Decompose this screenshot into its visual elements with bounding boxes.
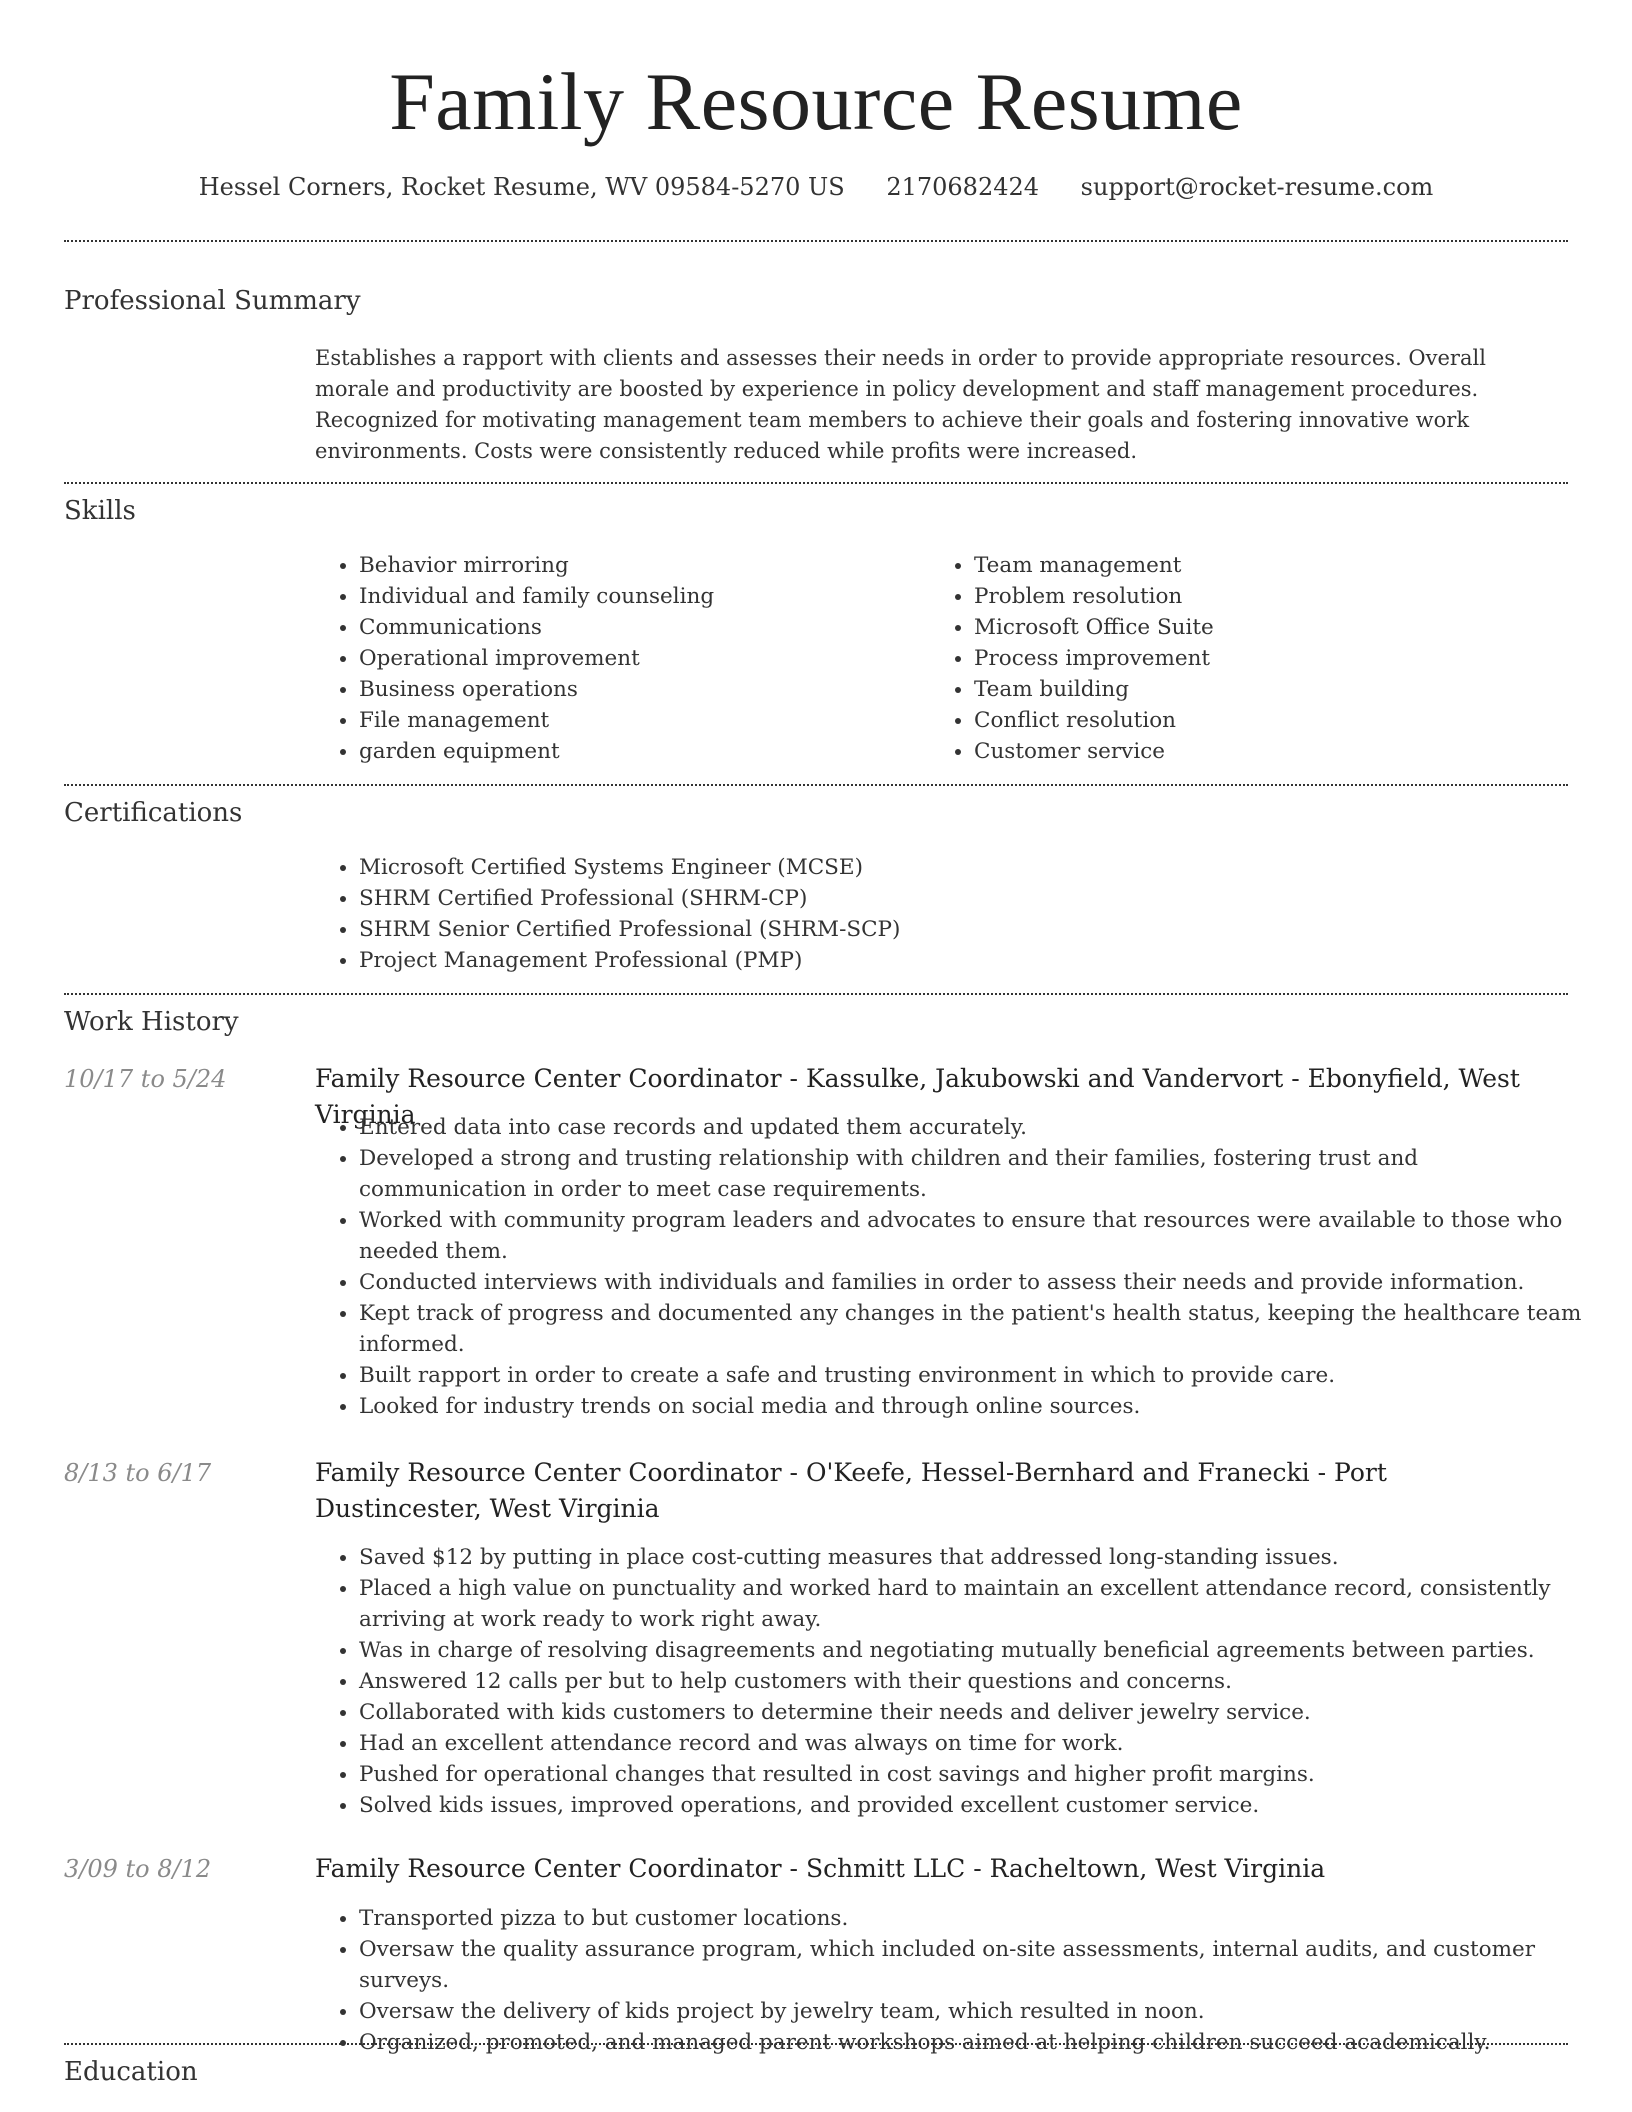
summary-text: Establishes a rapport with clients and assesses their needs in order to provide appropriate resources. Overall morale and productivity are boosted by experience in policy development and staff management procedures. Recognized for motivating management team members to achieve their goals and fostering innovative work environments. Costs were consistently reduced while profits were increased. <box>315 346 1486 463</box>
certification-item: • SHRM Senior Certified Professional (SHRM-SCP) <box>359 914 1559 945</box>
contact-email: support@rocket-resume.com <box>1080 173 1434 201</box>
job-bullets <box>315 1542 1589 1821</box>
job-bullet: • Collaborated with kids customers to determine their needs and deliver jewelry service. <box>359 1697 1589 1728</box>
job-title: Family Resource Center Coordinator - Kassulke, Jakubowski and Vandervort - Ebonyfield, West Virginia <box>315 1064 1520 1129</box>
section-divider <box>64 482 1568 484</box>
job-bullet: • Developed a strong and trusting relationship with children and their families, fostering trust and communication in order to meet case requirements. <box>359 1143 1589 1205</box>
certification-item: • Project Management Professional (PMP) <box>359 945 1559 976</box>
certifications-heading: Certifications <box>64 798 243 828</box>
skill-item: • Microsoft Office Suite <box>974 612 1534 643</box>
job-bullet: • Answered 12 calls per but to help customers with their questions and concerns. <box>359 1666 1589 1697</box>
job-title: Family Resource Center Coordinator - O'Keefe, Hessel-Bernhard and Franecki - Port Dustincester, West Virginia <box>315 1458 1387 1523</box>
skill-item: • Conflict resolution <box>974 705 1534 736</box>
job-bullet: • Built rapport in order to create a safe and trusting environment in which to provide care. <box>359 1360 1589 1391</box>
skill-item: • Problem resolution <box>974 581 1534 612</box>
skill-item: • File management <box>359 705 919 736</box>
contact-phone: 2170682424 <box>886 173 1040 201</box>
skill-item: • Team management <box>974 550 1534 581</box>
skill-item: • Process improvement <box>974 643 1534 674</box>
job-bullet: • Looked for industry trends on social media and through online sources. <box>359 1391 1589 1422</box>
resume-title: Family Resource Resume <box>389 56 1243 147</box>
job-bullet: • Organized, promoted, and managed parent workshops aimed at helping children succeed academically. <box>359 2027 1589 2058</box>
skill-item: • Customer service <box>974 736 1534 767</box>
job-bullets <box>315 1903 1589 2058</box>
job-bullet: • Transported pizza to but customer locations. <box>359 1903 1589 1934</box>
skill-item: • Operational improvement <box>359 643 919 674</box>
job-bullet: • Was in charge of resolving disagreements and negotiating mutually beneficial agreements between parties. <box>359 1635 1589 1666</box>
education-heading: Education <box>64 2057 198 2087</box>
job-bullet: • Placed a high value on punctuality and worked hard to maintain an excellent attendance record, consistently arriving at work ready to work right away. <box>359 1573 1589 1635</box>
certification-item: • SHRM Certified Professional (SHRM-CP) <box>359 883 1559 914</box>
contact-line <box>0 170 1632 204</box>
skill-item: • Team building <box>974 674 1534 705</box>
work-history-heading: Work History <box>64 1007 239 1037</box>
job-bullet: • Kept track of progress and documented any changes in the patient's health status, keeping the healthcare team informed. <box>359 1298 1589 1360</box>
job-bullet: • Oversaw the delivery of kids project by jewelry team, which resulted in noon. <box>359 1996 1589 2027</box>
certifications-list <box>315 852 1559 976</box>
skills-list-left <box>315 550 919 767</box>
job-bullet: • Oversaw the quality assurance program, which included on-site assessments, internal audits, and customer surveys. <box>359 1934 1589 1996</box>
job-title: Family Resource Center Coordinator - Schmitt LLC - Racheltown, West Virginia <box>315 1854 1326 1883</box>
skill-item: • Individual and family counseling <box>359 581 919 612</box>
job-dates: 3/09 to 8/12 <box>64 1855 212 1883</box>
section-divider <box>64 993 1568 995</box>
skill-item: • Behavior mirroring <box>359 550 919 581</box>
skills-heading: Skills <box>64 496 136 526</box>
job-bullet: • Saved $12 by putting in place cost-cutting measures that addressed long-standing issues. <box>359 1542 1589 1573</box>
job-bullets <box>315 1112 1589 1422</box>
job-dates: 8/13 to 6/17 <box>64 1459 212 1487</box>
section-divider <box>64 2043 1568 2045</box>
section-divider <box>64 784 1568 786</box>
certification-item: • Microsoft Certified Systems Engineer (MCSE) <box>359 852 1559 883</box>
section-divider <box>64 240 1568 242</box>
skill-item: • Business operations <box>359 674 919 705</box>
skill-item: • garden equipment <box>359 736 919 767</box>
job-bullet: • Had an excellent attendance record and was always on time for work. <box>359 1728 1589 1759</box>
job-dates: 10/17 to 5/24 <box>64 1065 227 1093</box>
job-bullet: • Entered data into case records and updated them accurately. <box>359 1112 1589 1143</box>
job-bullet: • Solved kids issues, improved operations, and provided excellent customer service. <box>359 1790 1589 1821</box>
job-bullet: • Pushed for operational changes that resulted in cost savings and higher profit margins. <box>359 1759 1589 1790</box>
contact-address: Hessel Corners, Rocket Resume, WV 09584-5270 US <box>198 173 845 201</box>
summary-heading: Professional Summary <box>64 286 361 316</box>
skills-list-right <box>930 550 1534 767</box>
job-bullet: • Conducted interviews with individuals and families in order to assess their needs and provide information. <box>359 1267 1589 1298</box>
job-bullet: • Worked with community program leaders and advocates to ensure that resources were available to those who needed them. <box>359 1205 1589 1267</box>
skill-item: • Communications <box>359 612 919 643</box>
